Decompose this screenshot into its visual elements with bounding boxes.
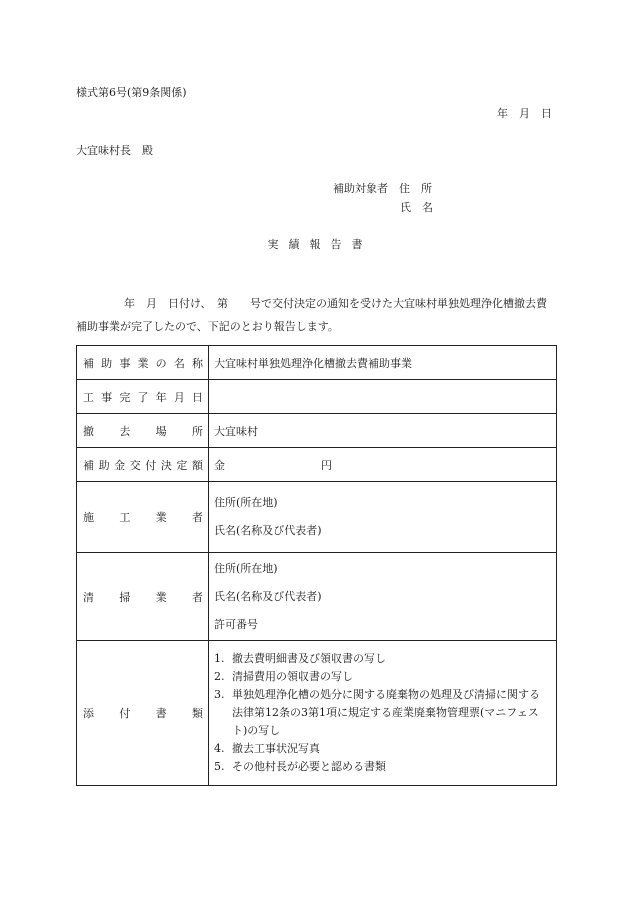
- attachments-value: [209, 641, 557, 786]
- table-row: [77, 346, 557, 380]
- list-item-number: 3.: [214, 688, 225, 701]
- list-item: [214, 758, 550, 776]
- project-name-value: 大宜味村単独処理浄化槽撤去費補助事業: [209, 346, 557, 380]
- cleaner-address-label: 住所(所在地): [214, 561, 278, 575]
- removal-location-label: 撤去場所: [77, 414, 209, 448]
- list-item-number: 1.: [214, 652, 225, 665]
- list-item-text: その他村長が必要と認める書類: [232, 760, 386, 773]
- list-item-text: 撤去費明細書及び領収書の写し: [232, 652, 386, 665]
- cleaner-name-label: 氏名(名称及び代表者): [214, 589, 322, 603]
- intro-paragraph: 年 月 日付け、 第 号で交付決定の通知を受けた大宜味村単独処理浄化槽撤去費補助事業が完了したので、下記のとおり報告します。: [76, 297, 548, 333]
- cleaner-value: [209, 553, 557, 641]
- list-item-number: 4.: [214, 742, 225, 755]
- list-item: [214, 650, 550, 668]
- completion-date-value: [209, 380, 557, 414]
- project-name-label: 補助事業の名称: [77, 346, 209, 380]
- list-item: [214, 740, 550, 758]
- list-item: [214, 668, 550, 686]
- grant-amount-value: [209, 448, 557, 482]
- list-item: [214, 686, 550, 740]
- document-title: 実績報告書: [267, 238, 373, 251]
- list-item-text: 撤去工事状況写真: [232, 742, 320, 755]
- table-row: [77, 380, 557, 414]
- removal-location-value: 大宜味村: [209, 414, 557, 448]
- contractor-address-label: 住所(所在地): [214, 496, 278, 509]
- applicant-address-label: 補助対象者 住 所: [333, 182, 432, 195]
- list-item-text: 単独処理浄化槽の処分に関する廃棄物の処理及び清掃に関する法律第12条の3第1項に規定する産業廃棄物管理票(マニフェスト)の写し: [232, 688, 540, 737]
- contractor-name-label: 氏名(名称及び代表者): [214, 524, 322, 537]
- list-item-number: 2.: [214, 670, 225, 683]
- table-row: [77, 482, 557, 553]
- list-item-number: 5.: [214, 760, 225, 773]
- date-line: 年 月 日: [497, 107, 552, 120]
- table-row: [77, 448, 557, 482]
- completion-date-label: 工事完了年月日: [77, 380, 209, 414]
- table-row: [77, 553, 557, 641]
- attachments-label: 添付書類: [77, 641, 209, 786]
- table-row: [77, 641, 557, 786]
- report-table: [76, 345, 557, 786]
- table-row: [77, 414, 557, 448]
- addressee: 大宜味村長 殿: [76, 144, 153, 157]
- grant-amount-unit: 円: [321, 458, 332, 472]
- form-number: 様式第6号(第9条関係): [76, 86, 187, 99]
- grant-amount-prefix: 金: [214, 458, 225, 472]
- contractor-label: 施工業者: [77, 482, 209, 553]
- applicant-name-label: 氏 名: [400, 201, 433, 214]
- grant-amount-label: 補助金交付決定額: [77, 448, 209, 482]
- cleaner-permit-label: 許可番号: [214, 617, 258, 631]
- list-item-text: 清掃費用の領収書の写し: [232, 670, 353, 683]
- contractor-value: [209, 482, 557, 553]
- attachments-list: [214, 650, 550, 776]
- cleaner-label: 清掃業者: [77, 553, 209, 641]
